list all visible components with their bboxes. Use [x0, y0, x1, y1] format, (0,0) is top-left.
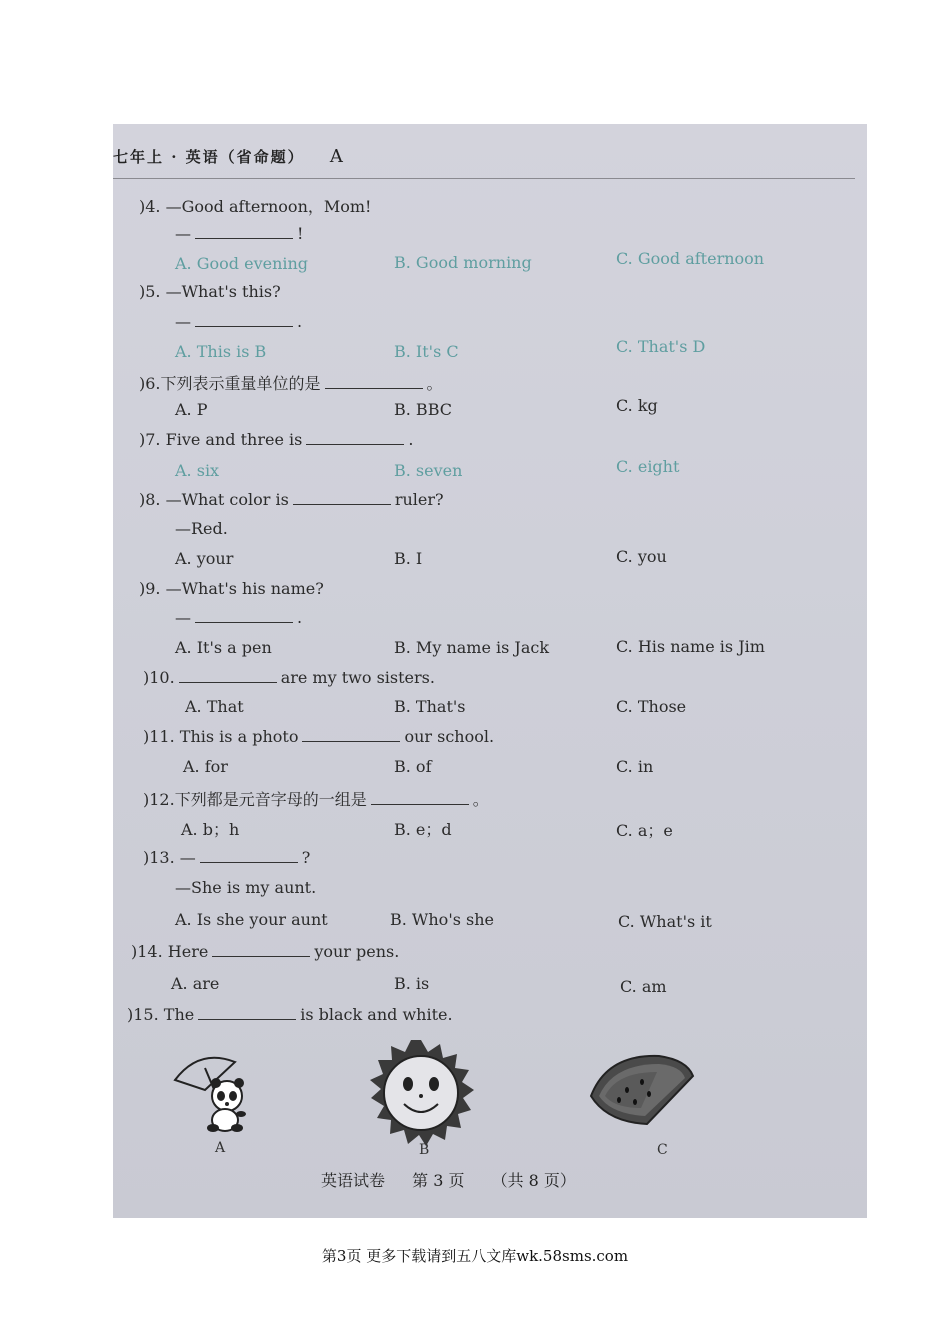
exam-page-footer [321, 1168, 598, 1191]
dash: — [175, 312, 191, 331]
question-11 [143, 727, 494, 746]
question-stem: —What's his name? [165, 579, 324, 598]
question-stem: Here [167, 942, 209, 961]
question-5 [139, 282, 281, 301]
answer-blank [212, 942, 310, 957]
answer-blank [195, 312, 293, 327]
question-number: )15. [127, 1005, 159, 1024]
question-number: )6. [139, 374, 161, 393]
option-c: C. What's it [618, 912, 712, 931]
option-a: A. b；h [181, 820, 240, 839]
option-b: B. I [394, 549, 423, 568]
answer-blank [325, 374, 423, 389]
option-c: C. a；e [616, 821, 673, 840]
picture-a-label: A [215, 1140, 226, 1156]
question-stem: 下列都是元音字母的一组是 [174, 790, 367, 809]
answer-blank [198, 1005, 296, 1020]
option-a: A. Good evening [175, 254, 309, 273]
answer-blank [195, 608, 293, 623]
option-c: C. kg [616, 396, 658, 415]
document-footer: 第3页 更多下载请到五八文库wk.58sms.com [321, 1247, 629, 1265]
answer-blank [306, 430, 404, 445]
option-a: A. six [175, 461, 220, 480]
answer-blank [179, 668, 277, 683]
question-8 [139, 490, 444, 509]
question-stem: The [163, 1005, 195, 1024]
footer-total: （共 8 页） [491, 1171, 576, 1190]
question-stem-tail: ? [301, 848, 311, 867]
question-number: )10. [143, 668, 175, 687]
question-number: )5. [139, 282, 161, 301]
question-stem: —What's this? [165, 282, 281, 301]
punct: . [297, 608, 303, 627]
dash: — [175, 224, 191, 243]
option-b: B. Who's she [390, 910, 494, 929]
question-number: )14. [131, 942, 163, 961]
question-14 [131, 942, 399, 961]
question-stem: —What color is [165, 490, 289, 509]
question-10 [143, 668, 435, 687]
reply-line: —She is my aunt. [175, 878, 317, 897]
option-a: A. This is B [175, 342, 267, 361]
question-stem-tail: are my two sisters. [280, 668, 435, 687]
option-b: B. Good morning [394, 253, 532, 272]
answer-blank [195, 224, 293, 239]
option-b: B. e；d [394, 820, 452, 839]
option-a: A. P [175, 400, 208, 419]
option-c: C. Those [616, 697, 687, 716]
option-a: A. your [175, 549, 234, 568]
option-a: A. It's a pen [175, 638, 272, 657]
option-b: B. It's C [394, 342, 459, 361]
question-number: )9. [139, 579, 161, 598]
picture-c-label: C [657, 1142, 668, 1158]
answer-blank [293, 490, 391, 505]
option-c: C. That's D [616, 337, 706, 356]
question-4 [139, 194, 372, 217]
reply-line: —Red. [175, 519, 228, 538]
question-15 [127, 1005, 453, 1024]
answer-blank [371, 790, 469, 805]
question-7 [139, 430, 413, 449]
answer-line [175, 224, 303, 243]
question-stem-tail: your pens. [314, 942, 400, 961]
option-b: B. My name is Jack [394, 638, 550, 657]
question-number: )11. [143, 727, 175, 746]
question-12 [143, 787, 489, 810]
scanned-exam-photo [113, 124, 867, 1218]
question-stem-tail: our school. [404, 727, 495, 746]
question-number: )12. [143, 790, 175, 809]
header-tag: A [329, 146, 345, 167]
question-stem-tail: is black and white. [300, 1005, 453, 1024]
question-stem: 下列表示重量单位的是 [160, 374, 321, 393]
option-c: C. you [616, 547, 667, 566]
answer-blank [200, 848, 298, 863]
header-title: 七年上 · 英语（省命题） [113, 148, 305, 166]
question-stem: —Good afternoon，Mom! [165, 197, 372, 216]
question-stem-tail: 。 [426, 374, 443, 393]
punct: ! [297, 224, 304, 243]
answer-line [175, 608, 302, 627]
header-rule [113, 178, 855, 179]
question-stem-tail: . [408, 430, 414, 449]
question-stem: — [179, 848, 196, 867]
question-stem: Five and three is [165, 430, 303, 449]
panda-umbrella-icon [169, 1046, 259, 1136]
question-stem: This is a photo [179, 727, 299, 746]
smiling-sun-icon [364, 1038, 478, 1148]
option-a: A. That [185, 697, 244, 716]
exam-header [113, 146, 345, 167]
option-a: A. for [183, 757, 228, 776]
option-a: A. Is she your aunt [175, 910, 328, 929]
option-b: B. seven [394, 461, 463, 480]
question-9 [139, 579, 324, 598]
option-b: B. That's [394, 697, 466, 716]
question-13 [143, 848, 310, 867]
watermelon-icon [587, 1052, 697, 1128]
option-a: A. are [171, 974, 220, 993]
picture-b-label: B [419, 1142, 430, 1158]
dash: — [175, 608, 191, 627]
footer-subject: 英语试卷 [321, 1171, 386, 1190]
question-number: )7. [139, 430, 161, 449]
option-b: B. of [394, 757, 432, 776]
punct: . [297, 312, 303, 331]
question-6 [139, 371, 443, 394]
footer-page: 第 3 页 [412, 1171, 465, 1190]
option-c: C. His name is Jim [616, 637, 765, 656]
question-number: )13. [143, 848, 175, 867]
question-number: )4. [139, 197, 161, 216]
option-c: C. in [616, 757, 654, 776]
option-b: B. BBC [394, 400, 452, 419]
option-c: C. eight [616, 457, 680, 476]
question-number: )8. [139, 490, 161, 509]
question-stem-tail: 。 [472, 790, 489, 809]
option-c: C. Good afternoon [616, 249, 765, 268]
question-stem-tail: ruler? [394, 490, 444, 509]
answer-line [175, 312, 302, 331]
answer-blank [302, 727, 400, 742]
option-b: B. is [394, 974, 430, 993]
option-c: C. am [620, 977, 667, 996]
